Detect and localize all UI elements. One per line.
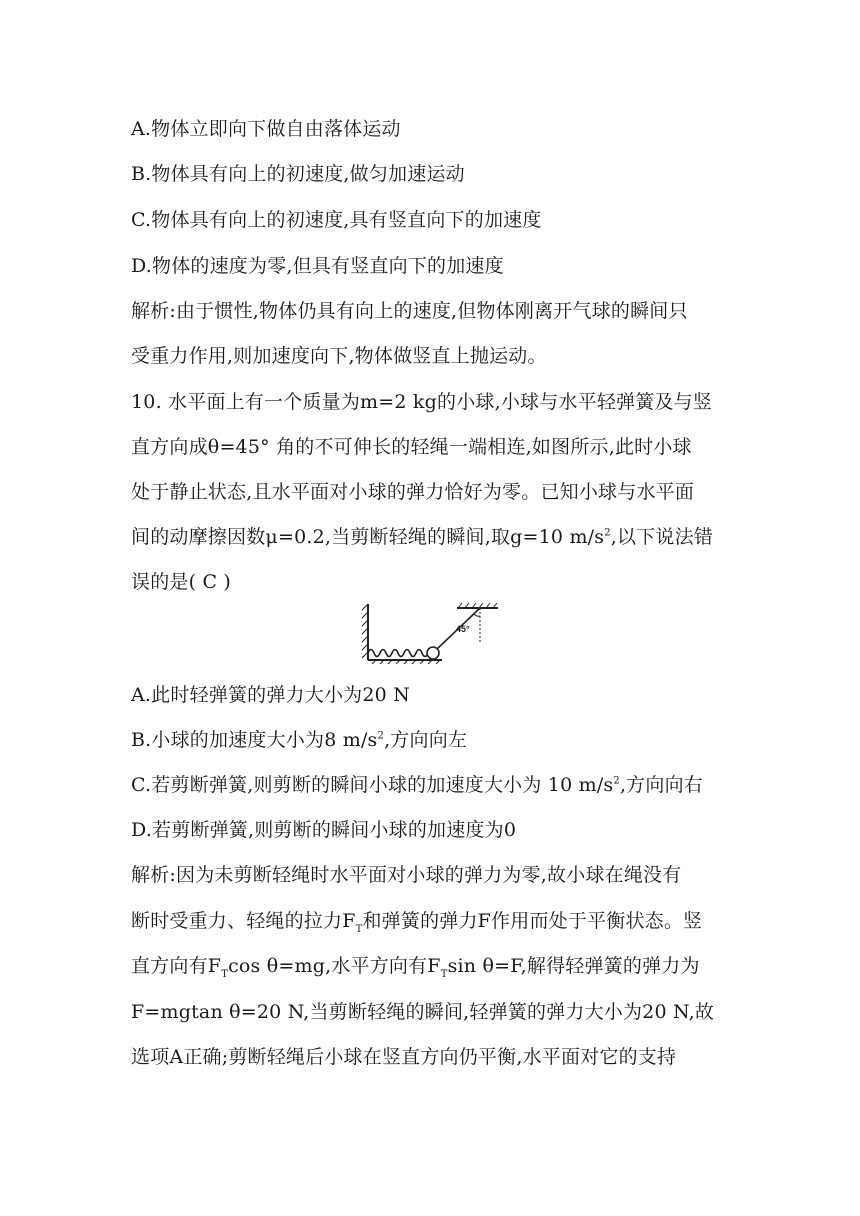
q10-analysis-line-3	[131, 951, 700, 980]
q10-option-d: D.若剪断弹簧,则剪断的瞬间小球的加速度为0	[131, 819, 517, 841]
superscript: 2	[377, 730, 385, 742]
angle-label: 45°	[456, 624, 470, 634]
q9-option-b: B.物体具有向上的初速度,做匀加速运动	[131, 163, 465, 185]
angle-arc	[474, 614, 480, 616]
spring-ball-diagram	[362, 602, 502, 664]
option-text: ,方向向左	[384, 729, 468, 751]
option-text: ,方向向右	[619, 774, 703, 796]
q9-option-a: A.物体立即向下做自由落体运动	[131, 118, 401, 140]
analysis-text: 断时受重力、轻绳的拉力F	[131, 910, 356, 932]
q10-option-b	[131, 725, 467, 752]
superscript: 2	[613, 775, 620, 787]
q10-analysis-line-5: 选项A正确;剪断轻绳后小球在竖直方向仍平衡,水平面对它的支持	[131, 1046, 677, 1068]
option-text: C.若剪断弹簧,则剪断的瞬间小球的加速度大小为 10 m/s	[131, 774, 614, 796]
q10-analysis-line-4: F=mgtan θ=20 N,当剪断轻绳的瞬间,轻弹簧的弹力大小为20 N,故	[131, 1001, 715, 1023]
subscript: T	[440, 968, 448, 980]
q10-stem-line-2: 直方向成θ=45° 角的不可伸长的轻绳一端相连,如图所示,此时小球	[131, 436, 692, 458]
stem-text: ,以下说法错	[610, 526, 714, 548]
subscript: T	[221, 968, 229, 980]
q10-analysis-line-2	[131, 906, 702, 935]
q9-analysis-line-1: 解析:由于惯性,物体仍具有向上的速度,但物体刚离开气球的瞬间只	[131, 300, 688, 322]
q10-stem-line-5: 误的是( C )	[131, 571, 232, 593]
analysis-text: 和弹簧的弹力F作用而处于平衡状态。竖	[362, 910, 703, 932]
analysis-text: sin θ=F,解得轻弹簧的弹力为	[447, 955, 700, 977]
analysis-text: cos θ=mg,水平方向有F	[228, 955, 441, 977]
spring	[368, 650, 428, 657]
subscript: T	[355, 923, 363, 935]
analysis-text: 直方向有F	[131, 955, 222, 977]
q9-option-c: C.物体具有向上的初速度,具有竖直向下的加速度	[131, 209, 542, 231]
q9-analysis-line-2: 受重力作用,则加速度向下,物体做竖直上抛运动。	[131, 345, 547, 367]
q10-option-a: A.此时轻弹簧的弹力大小为20 N	[131, 684, 411, 706]
q10-stem-line-4	[131, 522, 713, 549]
q10-analysis-line-1: 解析:因为未剪断轻绳时水平面对小球的弹力为零,故小球在绳没有	[131, 864, 682, 886]
superscript: 2	[604, 527, 611, 539]
option-text: B.小球的加速度大小为8 m/s	[131, 729, 378, 751]
stem-text: 间的动摩擦因数μ=0.2,当剪断轻绳的瞬间,取g=10 m/s	[131, 526, 605, 548]
q10-option-c	[131, 770, 703, 797]
q10-stem-line-1: 10. 水平面上有一个质量为m=2 kg的小球,小球与水平轻弹簧及与竖	[131, 391, 713, 413]
q9-option-d: D.物体的速度为零,但具有竖直向下的加速度	[131, 255, 504, 277]
q10-stem-line-3: 处于静止状态,且水平面对小球的弹力恰好为零。已知小球与水平面	[131, 481, 695, 503]
